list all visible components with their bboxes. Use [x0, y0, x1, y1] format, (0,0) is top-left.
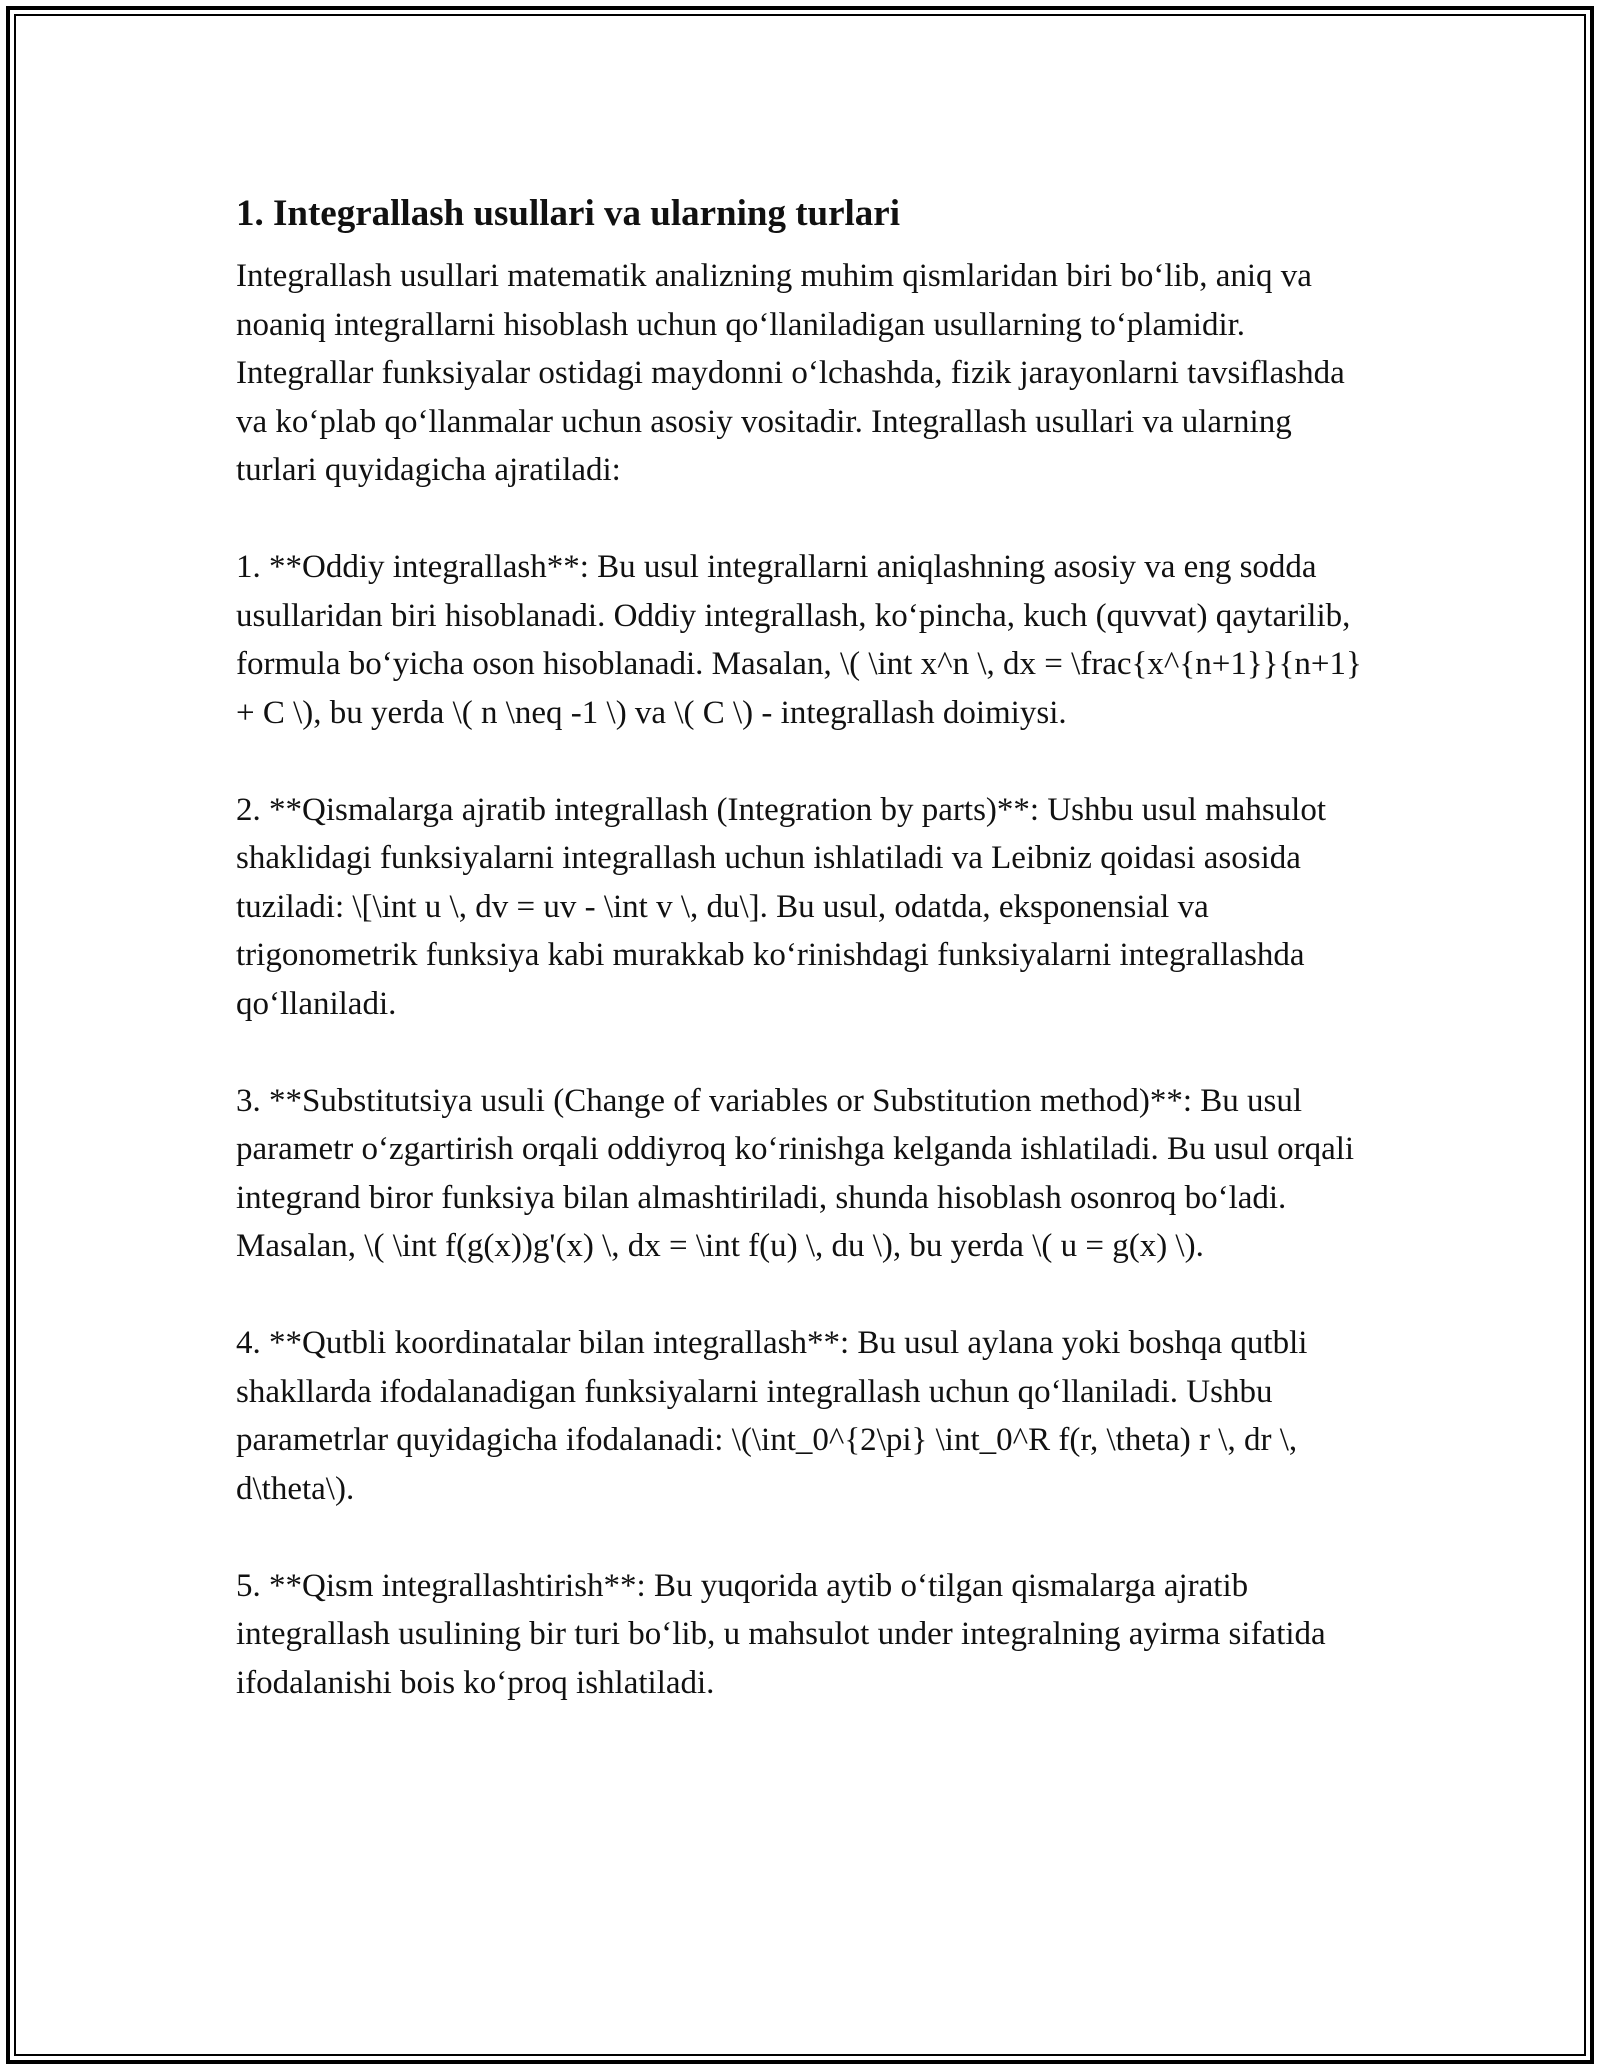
document-title: 1. Integrallash usullari va ularning turlari — [236, 193, 901, 234]
list-item-integration-by-parts: 2. **Qismalarga ajratib integrallash (Integration by parts)**: Ushbu usul mahsulot shaklidagi funksiyalarni integrallash uchun ishlatiladi va Leibniz qoidasi asosida tuziladi: \[\int u \, dv = uv - \int v \, du\]. Bu usul, odatda, eksponensial va trigonometrik funksiya kabi murakkab koʻrinishdagi funksiyalarni integrallashda qoʻllaniladi. — [236, 791, 1326, 1022]
document-body — [236, 186, 1366, 1707]
list-item-polar-coordinates: 4. **Qutbli koordinatalar bilan integrallash**: Bu usul aylana yoki boshqa qutbli shakllarda ifodalanadigan funksiyalarni integrallash uchun qoʻllaniladi. Ushbu parametrlar quyidagicha ifodalanadi: \(\int_0^{2\pi} \int_0^R f(r, \theta) r \, dr \, d\theta\). — [236, 1325, 1308, 1507]
intro-paragraph: Integrallash usullari matematik analizning muhim qismlaridan biri boʻlib, aniq va noaniq integrallarni hisoblash uchun qoʻllaniladigan usullarning toʻplamidir. Integrallar funksiyalar ostidagi maydonni oʻlchashda, fizik jarayonlarni tavsiflashda va koʻplab qoʻllanmalar uchun asosiy vositadir. Integrallash usullari va ularning turlari quyidagicha ajratiladi: — [236, 258, 1345, 488]
list-item-oddiy-integrallash: 1. **Oddiy integrallash**: Bu usul integrallarni aniqlashning asosiy va eng sodda usullaridan biri hisoblanadi. Oddiy integrallash, koʻpincha, kuch (quvvat) qaytarilib, formula boʻyicha oson hisoblanadi. Masalan, \( \int x^n \, dx = \frac{x^{n+1}}{n+1} + C \), bu yerda \( n \neq -1 \) va \( C \) - integrallash doimiysi. — [236, 549, 1362, 731]
list-item-substitution: 3. **Substitutsiya usuli (Change of variables or Substitution method)**: Bu usul parametr oʻzgartirish orqali oddiyroq koʻrinishga kelganda ishlatiladi. Bu usul orqali integrand biror funksiya bilan almashtiriladi, shunda hisoblash osonroq boʻladi. Masalan, \( \int f(g(x))g'(x) \, dx = \int f(u) \, du \), bu yerda \( u = g(x) \). — [236, 1082, 1355, 1264]
list-item-qism-integrallashtirish: 5. **Qism integrallashtirish**: Bu yuqorida aytib oʻtilgan qismalarga ajratib integrallash usulining bir turi boʻlib, u mahsulot under integralning ayirma sifatida ifodalanishi bois koʻproq ishlatiladi. — [236, 1567, 1326, 1701]
